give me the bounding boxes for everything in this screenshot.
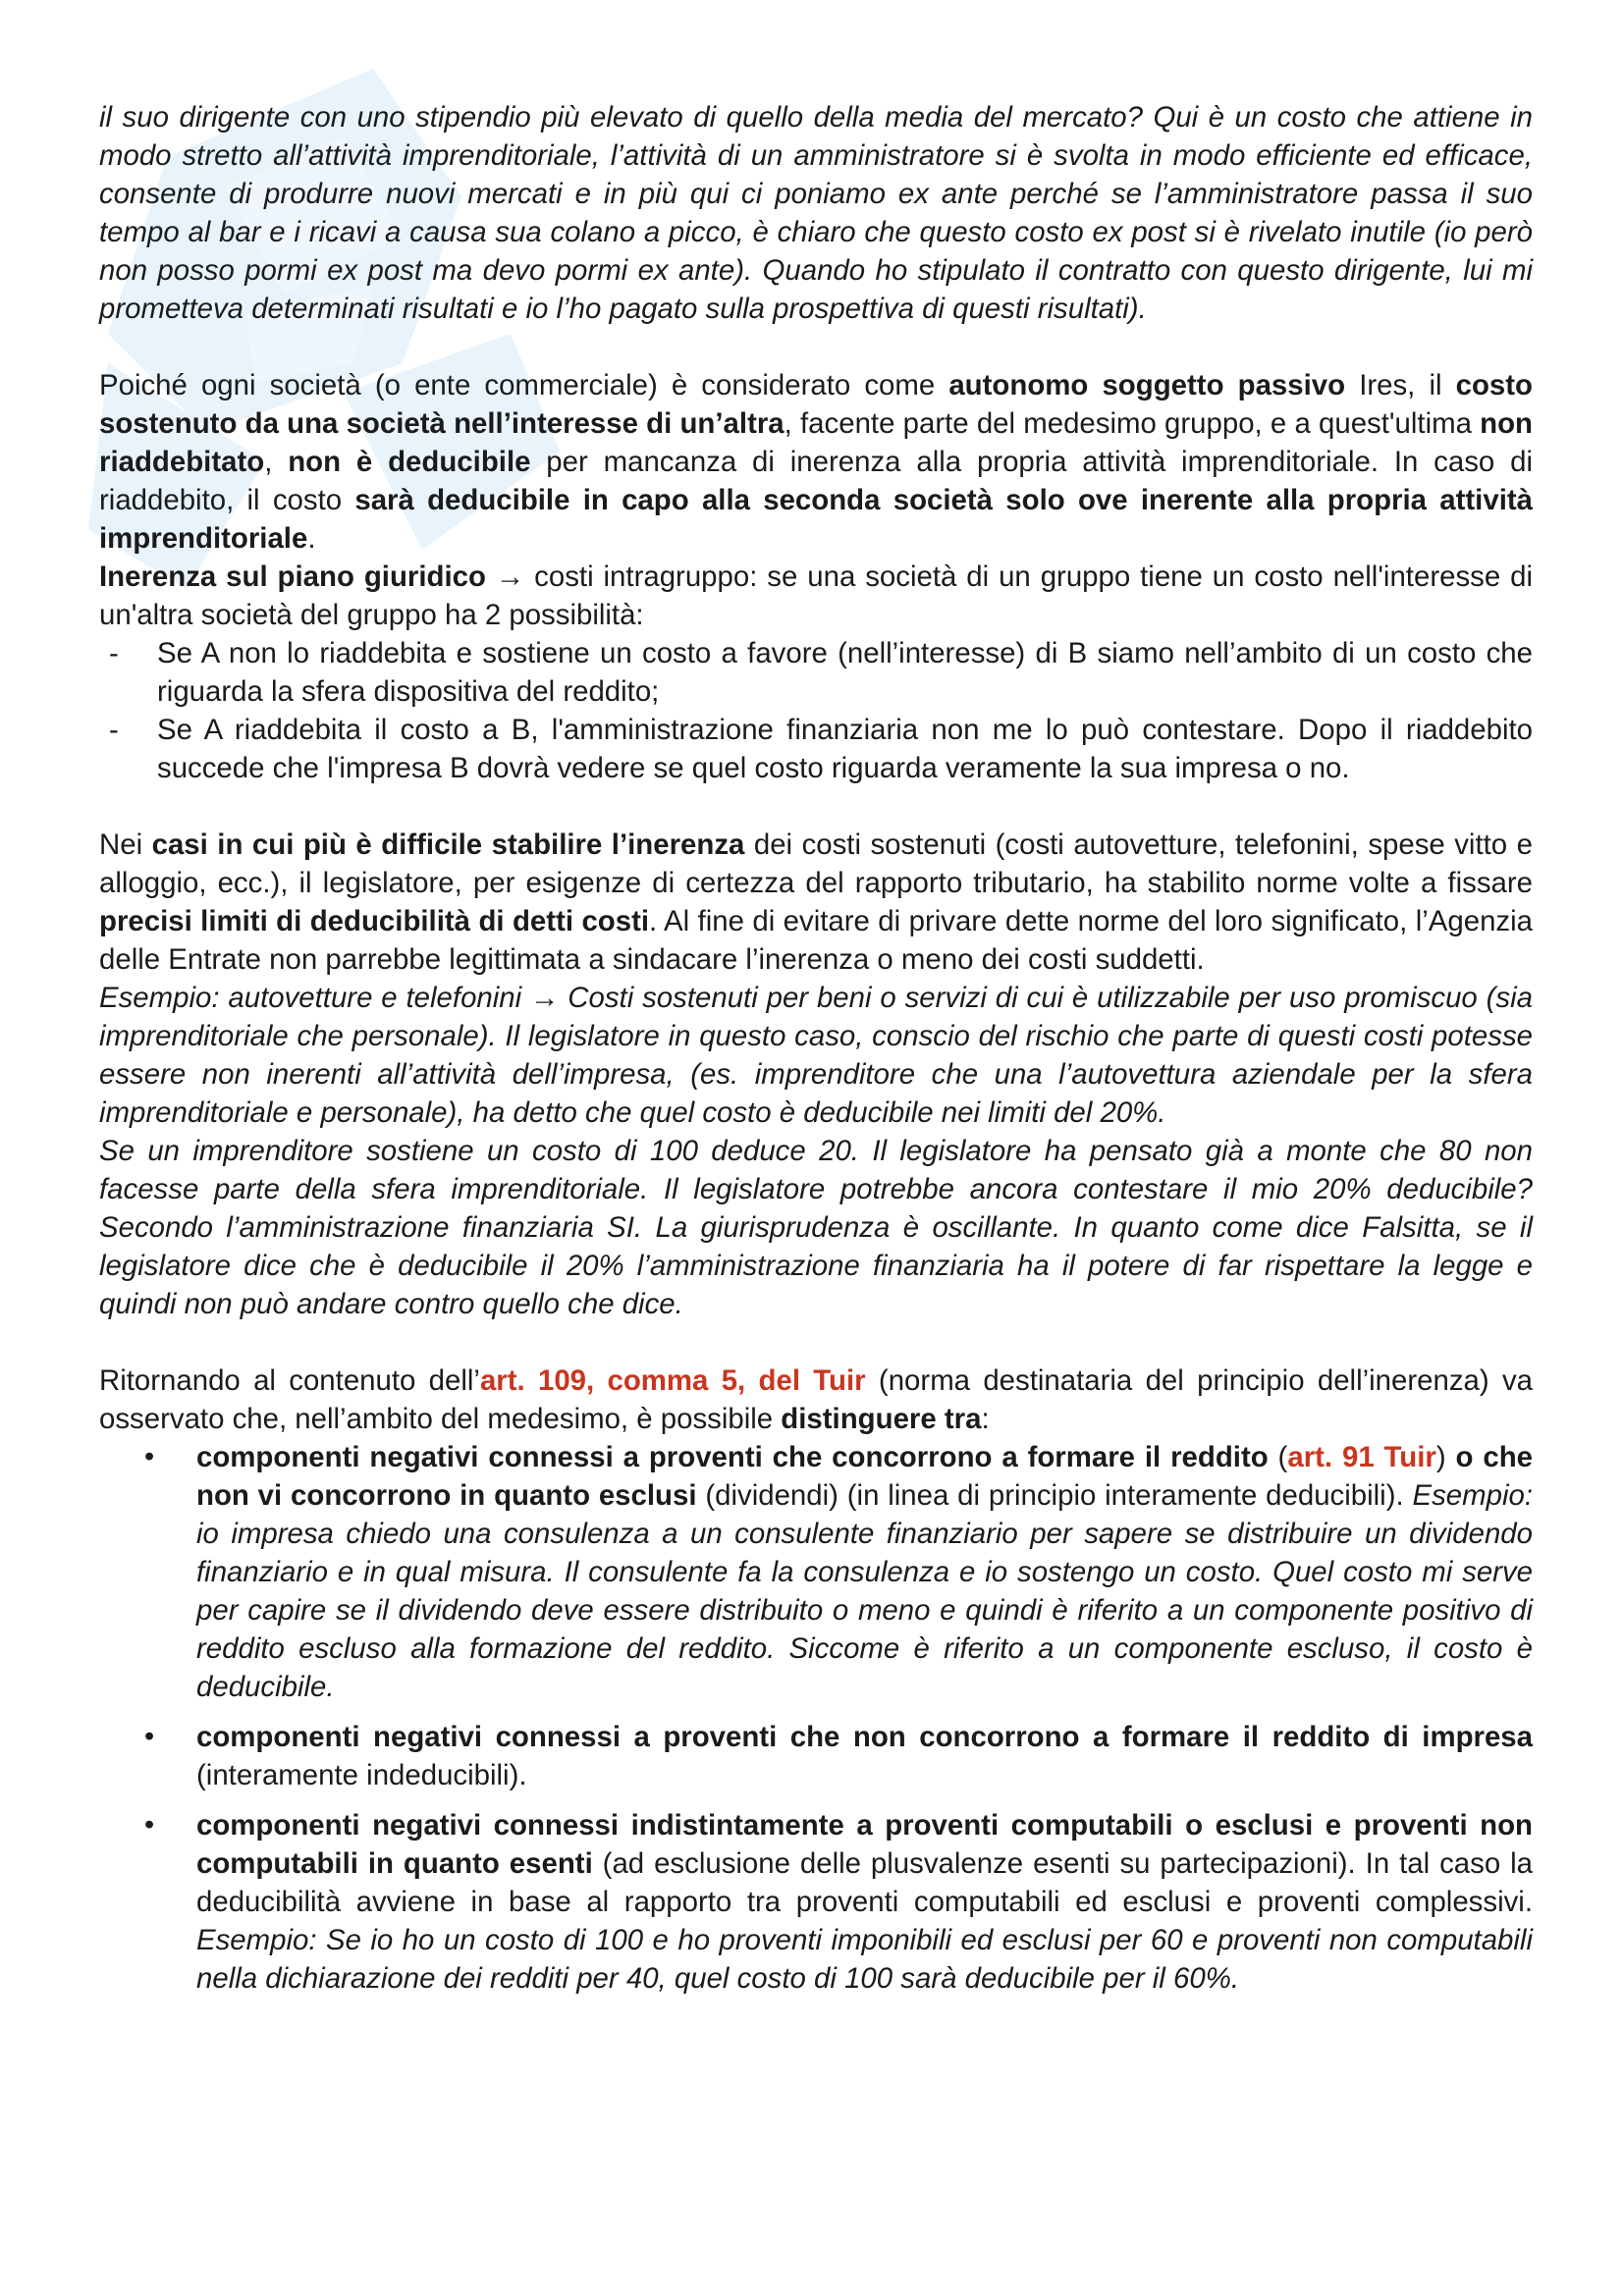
paragraph-gruppo-societa <box>99 366 1533 558</box>
list-item <box>109 634 1533 711</box>
law-reference: art. 91 Tuir <box>1287 1441 1436 1473</box>
text-run: per mancanza di inerenza alla propria attività imprenditoriale. In caso di riaddebito, il costo <box>99 446 1533 516</box>
bold-term: distinguere tra <box>781 1403 982 1435</box>
text-run: (interamente indeducibili). <box>196 1759 527 1791</box>
list-item <box>144 1438 1534 1706</box>
list-item-text: Se A riaddebita il costo a B, l'amministrazione finanziaria non me lo può contestare. Dopo il riaddebito succede che l'impresa B dovrà vedere se quel costo riguarda veramente la sua impresa o no. <box>157 714 1533 784</box>
bold-term: sarà deducibile in capo alla seconda società solo ove inerente alla propria attività imprenditoriale <box>99 484 1533 555</box>
bold-term: componenti negativi connessi indistintamente a proventi computabili o esclusi e proventi non computabili in quanto esenti <box>196 1809 1533 1880</box>
dash-marker: - <box>109 637 119 669</box>
bold-term: precisi limiti di deducibilità di detti costi <box>99 905 650 937</box>
law-reference: art. 109, comma 5, del Tuir <box>479 1364 866 1397</box>
text-run: dei costi sostenuti (costi autovetture, telefonini, spese vitto e alloggio, ecc.), il legislatore, per esigenze di certezza del rapporto tributario, ha stabilito norme volte a fissare <box>99 828 1533 899</box>
paragraph-esempio-100: Se un imprenditore sostiene un costo di 100 deduce 20. Il legislatore ha pensato già a monte che 80 non facesse parte della sfera imprenditoriale. Il legislatore potrebbe ancora contestare il mio 20% deducibile? Secondo l’amministrazione finanziaria SI. La giurisprudenza è oscillante. In quanto come dice Falsitta, se il legislatore dice che è deducibile il 20% l’amministrazione finanziaria ha il potere di far rispettare la legge e quindi non può andare contro quello che dice. <box>99 1135 1533 1320</box>
bold-term: non è deducibile <box>288 446 531 478</box>
dash-marker: - <box>109 714 119 746</box>
text-run: , facente parte del medesimo gruppo, e a quest'ultima <box>784 407 1481 440</box>
bold-term: casi in cui più è difficile stabilire l’inerenza <box>151 828 745 861</box>
list-item-text: Se A non lo riaddebita e sostiene un costo a favore (nell’interesse) di B siamo nell’ambito di un costo che riguarda la sfera dispositiva del reddito; <box>157 637 1533 708</box>
bullet-marker: • <box>144 1441 155 1472</box>
italic-example: Esempio: io impresa chiedo una consulenza a un consulente finanziario per sapere se distribuire un dividendo finanziario e in qual misura. Il consulente fa la consulenza e io sostengo un costo. Quel costo mi serve per capire se il dividendo deve essere distribuito o meno e quindi è riferito a un componente positivo di reddito escluso alla formazione del reddito. Siccome è riferito a un componente escluso, il costo è deducibile. <box>196 1479 1534 1703</box>
text-run: . Al fine di evitare di privare dette norme del loro significato, l’Agenzia delle Entrate non parrebbe legittimata a sindacare l’inerenza o meno dei costi suddetti. <box>99 905 1533 976</box>
list-item <box>109 711 1533 787</box>
bold-term: o che non vi concorrono in quanto esclusi <box>196 1441 1534 1512</box>
paragraph-esempio-autovetture: Esempio: autovetture e telefonini → Costi sostenuti per beni o servizi di cui è utilizzabile per uso promiscuo (sia imprenditoriale che personale). Il legislatore in questo caso, conscio del rischio che parte di questi costi potesse essere non inerenti all’attività dell’impresa, (es. imprenditore che una l’autovettura aziendale per la sfera imprenditoriale e personale), ha detto che quel costo è deducibile nei limiti del 20%. <box>99 982 1533 1129</box>
text-run: Ires, il <box>1345 369 1456 401</box>
bullet-list <box>99 1438 1533 1998</box>
text-run: (ad esclusione delle plusvalenze esenti su partecipazioni). In tal caso la deducibilità avviene in base al rapporto tra proventi computabili ed esclusi e proventi complessivi. <box>196 1847 1533 1918</box>
list-item <box>144 1718 1533 1794</box>
paragraph-limiti-deducibilita <box>99 826 1533 979</box>
bold-term: autonomo soggetto passivo <box>948 369 1346 401</box>
text-run: Ritornando al contenuto dell’ <box>99 1364 480 1397</box>
bold-term: non riaddebitato <box>99 407 1533 478</box>
text-run: (dividendi) (in linea di principio interamente deducibili). <box>696 1479 1413 1512</box>
paragraph-inerenza-giuridico <box>99 558 1533 634</box>
text-run: , <box>264 446 289 478</box>
italic-example: Esempio: Se io ho un costo di 100 e ho proventi imponibili ed esclusi per 60 e proventi non computabili nella dichiarazione dei redditi per 40, quel costo di 100 sarà deducibile per il 60%. <box>196 1924 1533 1995</box>
text-run: → costi intragruppo: se una società di un gruppo tiene un costo nell'interesse di un'altra società del gruppo ha 2 possibilità: <box>99 561 1533 631</box>
bold-term: costo sostenuto da una società nell’interesse di un’altra <box>99 369 1533 440</box>
paragraph-gap <box>99 328 1533 366</box>
text-run: ( <box>1268 1441 1288 1473</box>
text-run: Nei <box>99 828 152 861</box>
text-run: (norma destinataria del principio dell’inerenza) va osservato che, nell’ambito del medesimo, è possibile <box>99 1364 1534 1435</box>
document-body <box>99 98 1533 2009</box>
text-run: : <box>981 1403 990 1435</box>
paragraph-dirigente: il suo dirigente con uno stipendio più elevato di quello della media del mercato? Qui è un costo che attiene in modo stretto all’attività imprenditoriale, l’attività di un amministratore si è svolta in modo efficiente ed efficace, consente di produrre nuovi mercati e in più qui ci poniamo ex ante perché se l’amministratore passa il suo tempo al bar e i ricavi a causa sua colano a picco, è chiaro che questo costo ex post si è rivelato inutile (io però non posso pormi ex post ma devo pormi ex ante). Quando ho stipulato il contratto con questo dirigente, lui mi prometteva determinati risultati e io l’ho pagato sulla prospettiva di questi risultati). <box>99 101 1533 325</box>
bold-term: componenti negativi connessi a proventi che non concorrono a formare il reddito di impresa <box>196 1721 1533 1753</box>
text-run: ) <box>1435 1441 1456 1473</box>
bullet-marker: • <box>144 1721 155 1752</box>
text-run: Poiché ogni società (o ente commerciale) è considerato come <box>99 369 949 401</box>
paragraph-art-109 <box>99 1362 1533 1438</box>
bold-term: componenti negativi connessi a proventi che concorrono a formare il reddito <box>196 1441 1269 1473</box>
bold-term: Inerenza sul piano giuridico <box>99 561 486 593</box>
paragraph-gap <box>99 787 1533 826</box>
dash-list <box>99 634 1533 787</box>
text-run: . <box>307 522 316 555</box>
bullet-marker: • <box>144 1809 155 1841</box>
list-item <box>144 1806 1533 1998</box>
paragraph-gap <box>99 1323 1533 1362</box>
